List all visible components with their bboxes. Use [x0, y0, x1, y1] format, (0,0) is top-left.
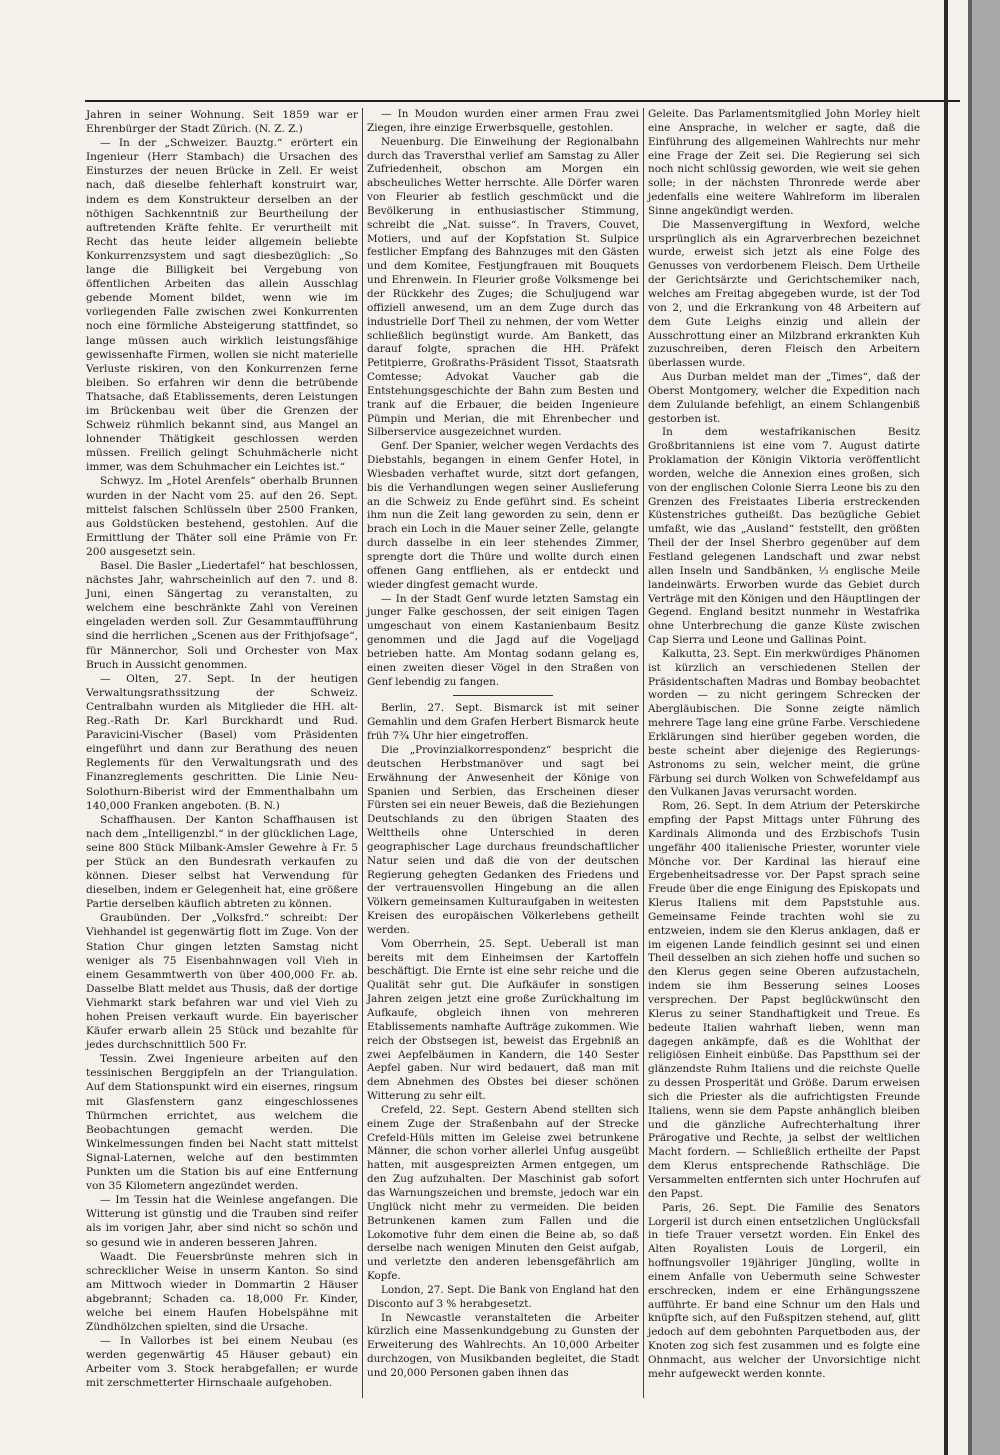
- article: London, 27. Sept. Die Bank von England hat den Disconto auf 3 % herabgesetzt.: [367, 1283, 639, 1310]
- article: — Im Tessin hat die Weinlese angefangen. Die Witterung ist günstig und die Trauben sind reifer als im vorigen Jahr, aber sind nicht so schön und so gesund wie in anderen besseren Jahren.: [86, 1194, 358, 1249]
- adjacent-page-edge: [972, 0, 1000, 1455]
- article: Geleite. Das Parlamentsmitglied John Morley hielt eine Ansprache, in welcher er sagte, daß die Einführung des allgemeinen Wahlrechts nur mehr eine Frage der Zeit sei. Die Regierung sei sich noch nicht schlüssig geworden, wie weit sie gehen solle; in der nächsten Thronrede werde aber jedenfalls eine weitere Wahlreform im liberalen Sinne angekündigt werden.: [648, 108, 920, 217]
- article: Genf. Der Spanier, welcher wegen Verdachts des Diebstahls, begangen in einem Genfer Hotel, in Wiesbaden verhaftet wurde, sitzt dort gefangen, bis die Verhandlungen wegen seiner Auslieferung an die Schweiz zu Ende geführt sind. Es scheint ihm nun die Zeit lang geworden zu sein, denn er brach ein Loch in die Mauer seiner Zelle, gelangte durch dasselbe in ein leer stehendes Zimmer, sprengte dort die Thüre und wollte durch einen offenen Gang entfliehen, als er entdeckt und wieder dingfest gemacht wurde.: [367, 440, 639, 591]
- article: Graubünden. Der „Volksfrd.“ schreibt: Der Viehhandel ist gegenwärtig flott im Zuge. Von der Station Chur gingen letzten Samstag nicht weniger als 75 Eisenbahnwagen voll Vieh in einem Gesammtwerth von über 400,000 Fr. ab. Dasselbe Blatt meldet aus Thusis, daß der dortige Viehmarkt stark befahren war und viel Vieh zu hohen Preisen verkauft wurde. Ein bayerischer Käufer erwarb allein 25 Stück und bezahlte für jedes durchschnittlich 500 Fr.: [86, 912, 358, 1052]
- article: — In der Stadt Genf wurde letzten Samstag ein junger Falke geschossen, der seit einigen Tagen umgeschaut von einem Kastanienbaum Besitz genommen und die Jagd auf die Vogeljagd betrieben hatte. Am Montag sodann gelang es, einen zweiten dieser Vögel in den Straßen von Genf lebendig zu fangen.: [367, 592, 639, 688]
- article: — In Vallorbes ist bei einem Neubau (es werden gegenwärtig 45 Häuser gebaut) ein Arbeiter vom 3. Stock herabgefallen; er wurde mit zerschmetterter Hirnschaale aufgehoben.: [86, 1335, 358, 1390]
- article: In dem westafrikanischen Besitz Großbritanniens ist eine vom 7. August datirte Proklamation der Königin Viktoria veröffentlicht worden, welche die Annexion eines großen, sich von der englischen Colonie Sierra Leone bis zu den Grenzen des Freistaates Liberia erstreckenden Küstenstriches gutheißt. Das bezügliche Gebiet umfaßt, wie das „Ausland“ feststellt, den größten Theil der der Insel Sherbro gegenüber auf dem Festland gelegenen Landschaft und zwar nebst allen Inseln und Sandbänken, ⅓ englische Meile landeinwärts. Erworben wurde das Gebiet durch Verträge mit den Königen und den Häuptlingen der Gegend. England besitzt nunmehr in Westafrika ohne Unterbrechung die ganze Küste zwischen Cap Sierra und Leone und Gallinas Point.: [648, 426, 920, 647]
- article: Waadt. Die Feuersbrünste mehren sich in schrecklicher Weise in unserm Kanton. So sind am Mittwoch wieder in Dommartin 2 Häuser abgebrannt; Schaden ca. 18,000 Fr. Kinder, welche bei einem Haufen Hobelspähne mit Zündhölzchen spielten, sind die Ursache.: [86, 1250, 358, 1334]
- article: Die Massenvergiftung in Wexford, welche ursprünglich als ein Agrarverbrechen bezeichnet wurde, erweist sich jetzt als eine Folge des Genusses von verdorbenem Fleisch. Dem Urtheile der Gerichtsärzte und Gerichtschemiker nach, welches am Freitag abgegeben wurde, ist der Tod von 2, und die Erkrankung von 48 Arbeitern auf dem Gute Leighs einzig und allein der Ausschrottung einer an Milzbrand erkrankten Kuh zuzuschreiben, deren Fleisch den Arbeitern überlassen wurde.: [648, 218, 920, 370]
- column-divider: [643, 108, 644, 1398]
- article: Schaffhausen. Der Kanton Schaffhausen ist nach dem „Intelligenzbl.“ in der glücklichen Lage, seine 800 Stück Milbank-Amsler Gewehre à Fr. 5 per Stück an den Bundesrath verkaufen zu können. Dieser selbst hat Verwendung für dieselben, indem er Gelegenheit hat, eine größere Partie derselben käuflich abtreten zu können.: [86, 813, 358, 911]
- article: — In Moudon wurden einer armen Frau zwei Ziegen, ihre einzige Erwerbsquelle, gestohlen.: [367, 108, 639, 134]
- article: Kalkutta, 23. Sept. Ein merkwürdiges Phänomen ist kürzlich an verschiedenen Stellen der Präsidentschaften Madras und Bombay beobachtet worden — zu nicht geringem Schrecken der Abergläubischen. Die Sonne zeigte nämlich mehrere Tage lang eine grüne Farbe. Verschiedene Erklärungen sind hierüber gegeben worden, die beste scheint aber diejenige des Regierungs-Astronoms zu sein, welcher meint, die grüne Färbung sei durch Wolken von Schwefeldampf aus den Vulkanen Javas verursacht worden.: [648, 647, 920, 799]
- article: — In der „Schweizer. Bauztg.“ erörtert ein Ingenieur (Herr Stambach) die Ursachen des Einsturzes der neuen Brücke in Zell. Er weist nach, daß dieselbe fehlerhaft konstruirt war, indem es dem Konstrukteur derselben an der nöthigen Sachkenntniß zur Beurtheilung der auftretenden Kräfte fehlte. Er verurtheilt mit Recht das heute leider allgemein beliebte Konkurrenzsystem und sagt diesbezüglich: „So lange die Billigkeit bei Vergebung von öffentlichen Arbeiten das allein Ausschlag gebende Moment bildet, wenn wie im vorliegenden Falle zwischen zwei Konkurrenten noch eine förmliche Absteigerung stattfindet, so lange müssen auch wirklich leistungsfähige gewissenhafte Firmen, wollen sie nicht materielle Verluste riskiren, von den Konkurrenzen ferne bleiben. So erfahren wir denn die betrübende Thatsache, daß Etablissements, deren Leistungen im Brückenbau weit über die Grenzen der Schweiz rühmlich bekannt sind, aus Mangel an lohnender Thätigkeit geschlossen werden müssen. Freilich gelingt Schuhmächerle nicht immer, was dem Schuhmacher ein Leichtes ist.“: [86, 137, 358, 474]
- article: Aus Durban meldet man der „Times“, daß der Oberst Montgomery, welcher die Expedition nach dem Zululande befehligt, an einem Schlangenbiß gestorben ist.: [648, 371, 920, 425]
- article: Crefeld, 22. Sept. Gestern Abend stellten sich einem Zuge der Straßenbahn auf der Strecke Crefeld-Hüls mitten im Geleise zwei betrunkene Männer, die schon vorher allerlei Unfug ausgeübt hatten, mit ausgespreizten Armen entgegen, um den Zug aufzuhalten. Der Maschinist gab sofort das Warnungszeichen und bremste, jedoch war ein Unglück nicht mehr zu vermeiden. Die beiden Betrunkenen kamen zum Fallen und die Lokomotive fuhr dem einen die Beine ab, so daß derselbe nach wenigen Minuten den Geist aufgab, und verletzte den anderen lebensgefährlich am Kopfe.: [367, 1103, 639, 1283]
- article: Die „Provinzialkorrespondenz“ bespricht die deutschen Herbstmanöver und sagt bei Erwähnung der Anwesenheit der Könige von Spanien und Serbien, das Erscheinen dieser Fürsten sei ein neuer Beweis, daß die Beziehungen Deutschlands zu den übrigen Staaten des Welttheils ohne Unterschied in deren geographischer Lage durchaus freundschaftlicher Natur seien und daß die von der deutschen Regierung gehegten Gedanken des Friedens und der vertrauensvollen Hingebung an die allen Völkern gemeinsamen Kulturaufgaben in weitesten Kreisen des europäischen Völkerlebens getheilt werden.: [367, 743, 639, 936]
- binding-edge: [944, 0, 948, 1455]
- article: Tessin. Zwei Ingenieure arbeiten auf den tessinischen Berggipfeln an der Triangulation. Auf dem Stationspunkt wird ein eisernes, ringsum mit Glasfenstern ganz eingeschlossenes Thürmchen errichtet, aus welchem die Beobachtungen gemacht werden. Die Winkelmessungen finden bei Nacht statt mittelst Signal-Laternen, welche auf den bestimmten Punkten um die Station bis auf eine Entfernung von 35 Kilometern angezündet werden.: [86, 1053, 358, 1193]
- article: Schwyz. Im „Hotel Arenfels“ oberhalb Brunnen wurden in der Nacht vom 25. auf den 26. Sept. mittelst falschen Schlüsseln über 2500 Franken, aus Goldstücken bestehend, gestohlen. Auf die Ermittlung der Thäter soll eine Prämie von Fr. 200 ausgesetzt sein.: [86, 475, 358, 558]
- column-3: [648, 108, 920, 1382]
- article: Paris, 26. Sept. Die Familie des Senators Lorgeril ist durch einen entsetzlichen Unglücksfall in tiefe Trauer versetzt worden. Ein Enkel des Alten Royalisten Louis de Lorgeril, ein hoffnungsvoller 19jähriger Jüngling, wollte in einem Anfalle von Uebermuth seine Schwester erschrecken, indem er eine Erhängungsszene aufführte. Er band eine Schnur um den Hals und knüpfte sich, auf den Fußspitzen stehend, auf, glitt jedoch auf dem gebohnten Parquetboden aus, der Knoten zog sich fest zusammen und es folgte eine Ohnmacht, aus welcher der Unvorsichtige nicht mehr aufgeweckt werden konnte.: [648, 1201, 920, 1380]
- article: Vom Oberrhein, 25. Sept. Ueberall ist man bereits mit dem Einheimsen der Kartoffeln beschäftigt. Die Ernte ist eine sehr reiche und die Qualität sehr gut. Die Aufkäufer in sonstigen Jahren zeigen jetzt eine große Zurückhaltung im Aufkaufe, obgleich ihnen von mehreren Etablissements namhafte Aufträge zukommen. Wie reich der Obstsegen ist, beweist das Ergebniß an zwei Aepfelbäumen in Kandern, die 140 Sester Aepfel gaben. Nur wird bedauert, daß man mit dem Abnehmen des Obstes bei dieser schönen Witterung zu sehr eilt.: [367, 937, 639, 1103]
- article: Berlin, 27. Sept. Bismarck ist mit seiner Gemahlin und dem Grafen Herbert Bismarck heute früh 7¾ Uhr hier eingetroffen.: [367, 702, 639, 743]
- column-1: [86, 108, 358, 1391]
- column-divider: [362, 108, 363, 1398]
- article: Basel. Die Basler „Liedertafel“ hat beschlossen, nächstes Jahr, wahrscheinlich auf den 7. und 8. Juni, einen Sängertag zu veranstalten, zu welchem eine beschränkte Zahl von Vereinen eingeladen werden soll. Zur Gesammtaufführung sind die herrlichen „Scenen aus der Frithjofsage“, für Männerchor, Soli und Orchester von Max Bruch in Aussicht genommen.: [86, 560, 358, 671]
- article: — Olten, 27. Sept. In der heutigen Verwaltungsrathssitzung der Schweiz. Centralbahn wurden als Mitglieder die HH. alt-Reg.-Rath Dr. Karl Burckhardt und Rud. Paravicini-Vischer (Basel) vom Präsidenten eingeführt und dann zur Berathung des neuen Reglements für den Verwaltungsrath und des Finanzreglements geschritten. Die Linie Neu-Solothurn-Biberist wird der Emmenthalbahn um 140,000 Franken angeboten. (B. N.): [86, 672, 358, 812]
- article: Rom, 26. Sept. In dem Atrium der Peterskirche empfing der Papst Mittags unter Führung des Kardinals Alimonda und des Erzbischofs Tusin ungefähr 400 italienische Priester, worunter viele Mönche vor. Der Kardinal las hierauf eine Ergebenheitsadresse vor. Der Papst sprach seine Freude über die enge Einigung des Episkopats und Klerus Italiens mit dem Papststuhle aus. Gemeinsame Feinde trachten wohl sie zu entzweien, indem sie den Klerus anklagen, daß er im eigenen Lande feindlich gesinnt sei und einen Theil desselben an sich ziehen hoffe und suchen so den Klerus gegen seine Oberen aufzustacheln, indem sie ihm Besserung seines Looses versprechen. Der Papst beglückwünscht den Klerus zu seiner Standhaftigkeit und Treue. Es bedeute Italien wahrhaft lieben, wenn man dagegen ankämpfe, daß es die Wohlthat der religiösen Einheit einbüße. Das Papstthum sei der glänzendste Ruhm Italiens und die reichste Quelle zu dessen Prosperität und Größe. Darum erweisen sich die Priester als die aufrichtigsten Freunde Italiens, wenn sie dem Papste anhänglich bleiben und die gänzliche Aufrechterhaltung ihrer Prärogative und Rechte, ja selbst der weltlichen Macht fordern. — Schließlich ertheilte der Papst dem Klerus entsprechende Rathschläge. Die Versammelten entfernten sich unter Hochrufen auf den Papst.: [648, 800, 920, 1200]
- article: Neuenburg. Die Einweihung der Regionalbahn durch das Traversthal verlief am Samstag zu Aller Zufriedenheit, obschon am Morgen ein abscheuliches Wetter herrschte. Alle Dörfer waren von Fleurier ab festlich geschmückt und die Bevölkerung in enthusiastischer Stimmung, schreibt die „Nat. suisse“. In Travers, Couvet, Motiers, und auf der Kopfstation St. Sulpice festlicher Empfang des Bahnzuges mit den Gästen und dem Komitee, Festjungfrauen mit Bouquets und Ehrenwein. In Fleurier große Volksmenge bei der Rückkehr des Zuges; die Schuljugend war offiziell anwesend, um an dem Zuge durch das industrielle Dorf Theil zu nehmen, der vom Wetter schließlich begünstigt wurde. Am Bankett, das darauf folgte, sprachen die HH. Präfekt Petitpierre, Großraths-Präsident Tissot, Staatsrath Comtesse; Advokat Vaucher gab die Entstehungsgeschichte der Bahn zum Besten und trank auf die Erbauer, die beiden Ingenieure Pümpin und Merian, die mit Ehrenbecher und Silberservice ausgezeichnet wurden.: [367, 135, 639, 439]
- top-rule: [85, 100, 960, 102]
- article: Jahren in seiner Wohnung. Seit 1859 war er Ehrenbürger der Stadt Zürich. (N. Z. Z.): [86, 109, 358, 136]
- article: In Newcastle veranstalteten die Arbeiter kürzlich eine Massenkundgebung zu Gunsten der Erweiterung des Wahlrechts. An 10,000 Arbeiter durchzogen, von Musikbanden begleitet, die Stadt und 20,000 Personen gaben ihnen das: [367, 1311, 639, 1379]
- column-2: [367, 108, 639, 1381]
- section-separator: [453, 695, 553, 696]
